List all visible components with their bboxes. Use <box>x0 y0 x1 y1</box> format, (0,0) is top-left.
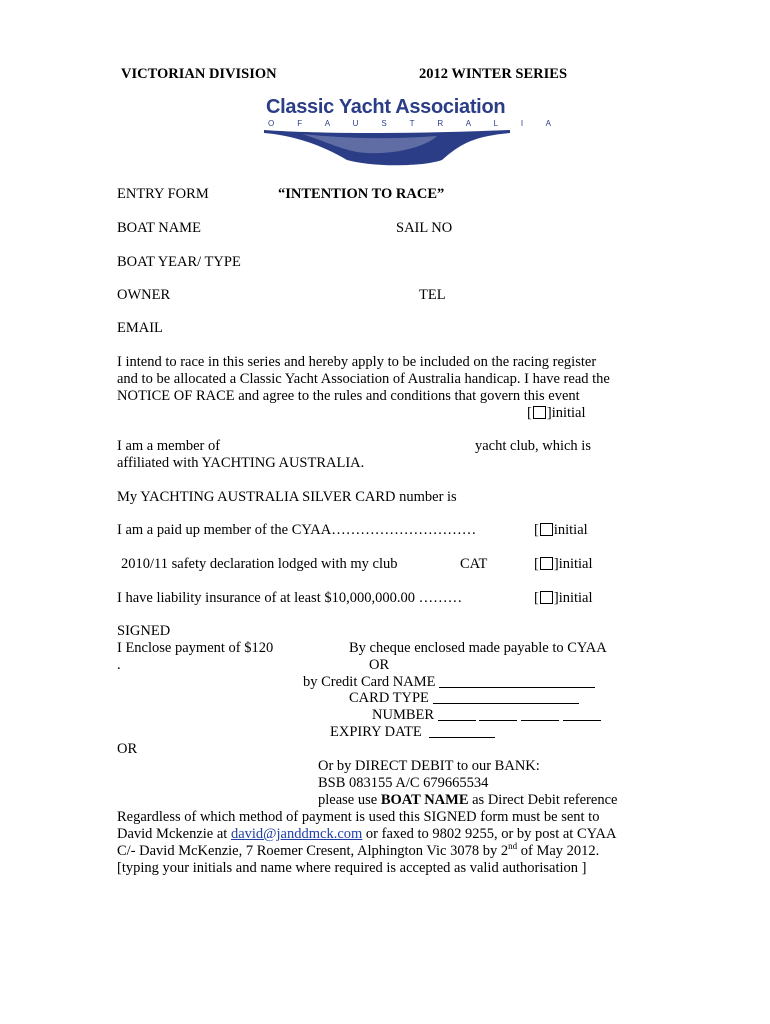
email-link[interactable]: david@janddmck.com <box>230 826 363 842</box>
signed-label: SIGNED <box>117 623 171 639</box>
closing-line-3 <box>117 843 599 860</box>
card-number-field-3[interactable] <box>521 707 559 721</box>
closing-line-3-suffix: of May 2012. <box>517 843 600 859</box>
intent-line-1: I intend to race in this series and hereby apply to be included on the racing register <box>117 354 597 370</box>
card-type-field[interactable] <box>433 690 579 704</box>
card-name-field[interactable] <box>439 674 595 688</box>
cyaa-initial-label: initial <box>553 522 588 538</box>
intent-initial: [ ]initial <box>527 405 586 421</box>
email-label: EMAIL <box>117 320 163 336</box>
expiry-row <box>330 724 495 741</box>
cat-label: CAT <box>460 556 488 572</box>
declaration-cyaa-initial: [ initial <box>534 522 588 538</box>
intent-line-3: NOTICE OF RACE and agree to the rules and conditions that govern this event <box>117 388 580 404</box>
silver-card-label: My YACHTING AUSTRALIA SILVER CARD number is <box>117 489 457 505</box>
closing-line-4: [typing your initials and name where required is accepted as valid authorisation ] <box>117 860 587 876</box>
card-number-row <box>372 707 601 724</box>
declaration-insurance: I have liability insurance of at least $10,000,000.00 ……… <box>117 590 463 606</box>
card-number-field-4[interactable] <box>563 707 601 721</box>
insurance-initial-label: initial <box>558 590 593 606</box>
declaration-safety: 2010/11 safety declaration lodged with my club <box>121 556 398 572</box>
closing-line-2 <box>117 826 616 843</box>
dot-mark: . <box>117 657 121 673</box>
series-heading: 2012 WINTER SERIES <box>419 66 568 82</box>
declaration-cyaa: I am a paid up member of the CYAA………………………… <box>117 522 477 538</box>
form-title: “INTENTION TO RACE” <box>278 186 445 202</box>
closing-line-2-prefix: David Mckenzie at <box>117 826 231 842</box>
closing-line-2-suffix: or faxed to 9802 9255, or by post at CYAA <box>362 826 617 842</box>
boat-name-label: BOAT NAME <box>117 220 201 236</box>
safety-checkbox[interactable] <box>540 557 553 570</box>
cheque-label: By cheque enclosed made payable to CYAA <box>349 640 607 656</box>
entry-form-label: ENTRY FORM <box>117 186 209 202</box>
or-label-2: OR <box>117 741 138 757</box>
card-number-label: NUMBER <box>372 707 435 723</box>
logo-title: Classic Yacht Association <box>266 96 506 118</box>
intent-checkbox[interactable] <box>533 406 546 419</box>
safety-initial-label: initial <box>558 556 593 572</box>
boat-year-type-label: BOAT YEAR/ TYPE <box>117 254 241 270</box>
bank-details: BSB 083155 A/C 679665534 <box>318 775 489 791</box>
reference-suffix: as Direct Debit reference <box>468 792 618 808</box>
sail-no-label: SAIL NO <box>396 220 453 236</box>
owner-label: OWNER <box>117 287 171 303</box>
card-type-label: CARD TYPE <box>349 690 429 706</box>
card-name-row <box>303 674 595 691</box>
expiry-field[interactable] <box>429 724 495 738</box>
insurance-checkbox[interactable] <box>540 591 553 604</box>
cyaa-logo <box>262 90 562 170</box>
member-of-label: I am a member of <box>117 438 221 454</box>
division-heading: VICTORIAN DIVISION <box>121 66 277 82</box>
or-label-1: OR <box>369 657 390 673</box>
enclose-payment-label: I Enclose payment of $120 <box>117 640 274 656</box>
declaration-safety-initial: [ ]initial <box>534 556 593 572</box>
card-name-label: by Credit Card NAME <box>303 674 436 690</box>
reference-boat-name: BOAT NAME <box>380 792 469 808</box>
declaration-insurance-initial: [ ]initial <box>534 590 593 606</box>
intent-line-2: and to be allocated a Classic Yacht Association of Australia handicap. I have read the <box>117 371 610 387</box>
debit-reference <box>318 792 617 809</box>
affiliated-label: affiliated with YACHTING AUSTRALIA. <box>117 455 365 471</box>
logo-subtitle: O F A U S T R A L I A <box>268 119 562 128</box>
closing-line-3-prefix: C/- David McKenzie, 7 Roemer Cresent, Alphington Vic 3078 by 2 <box>117 843 509 859</box>
yacht-club-label: yacht club, which is <box>475 438 591 454</box>
tel-label: TEL <box>419 287 446 303</box>
closing-line-1: Regardless of which method of payment is used this SIGNED form must be sent to <box>117 809 600 825</box>
expiry-label: EXPIRY DATE <box>330 724 422 740</box>
reference-prefix: please use <box>318 792 378 808</box>
ordinal-suffix: nd <box>508 841 518 852</box>
card-number-field-2[interactable] <box>479 707 517 721</box>
card-type-row <box>349 690 579 707</box>
card-number-field-1[interactable] <box>438 707 476 721</box>
direct-debit-label: Or by DIRECT DEBIT to our BANK: <box>318 758 540 774</box>
cyaa-checkbox[interactable] <box>540 523 553 536</box>
intent-initial-label: initial <box>551 405 586 421</box>
